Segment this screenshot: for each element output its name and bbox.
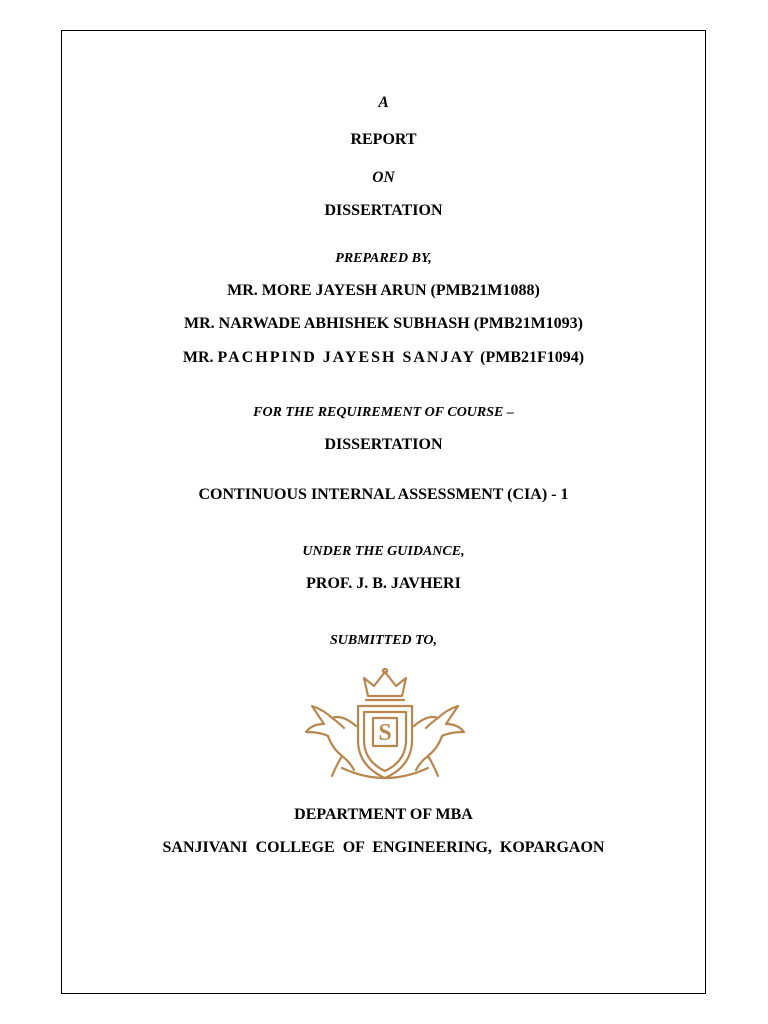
crest-letter: S xyxy=(378,720,392,746)
student-1-id: (PMB21M1088) xyxy=(430,282,540,299)
title-a: A xyxy=(378,94,389,111)
student-3-id: (PMB21F1094) xyxy=(480,349,585,366)
department-name: DEPARTMENT OF MBA xyxy=(294,806,473,823)
student-2-id: (PMB21M1093) xyxy=(473,315,584,332)
assessment-title: CONTINUOUS INTERNAL ASSESSMENT (CIA) - 1 xyxy=(198,486,569,503)
title-dissertation: DISSERTATION xyxy=(324,202,443,219)
student-2-name: MR. NARWADE ABHISHEK SUBHASH xyxy=(183,315,470,332)
student-3-name: PACHPIND JAYESH SANJAY xyxy=(217,349,477,366)
student-3-title: MR. xyxy=(182,349,214,366)
student-1 xyxy=(61,283,706,299)
title-report: REPORT xyxy=(350,131,417,148)
student-1-name: MR. MORE JAYESH ARUN xyxy=(227,282,427,299)
college-name: SANJIVANI COLLEGE OF ENGINEERING, KOPARGAON xyxy=(162,839,605,856)
college-crest-icon xyxy=(302,666,468,784)
requirement-label: FOR THE REQUIREMENT OF COURSE – xyxy=(253,405,514,420)
guidance-label: UNDER THE GUIDANCE, xyxy=(302,544,465,559)
course-name: DISSERTATION xyxy=(324,436,443,453)
title-on: ON xyxy=(372,169,395,186)
guide-name: PROF. J. B. JAVHERI xyxy=(306,575,461,592)
student-3 xyxy=(61,350,706,366)
submitted-to-label: SUBMITTED TO, xyxy=(329,633,438,648)
prepared-by-label: PREPARED BY, xyxy=(335,251,432,266)
student-2 xyxy=(61,316,706,332)
